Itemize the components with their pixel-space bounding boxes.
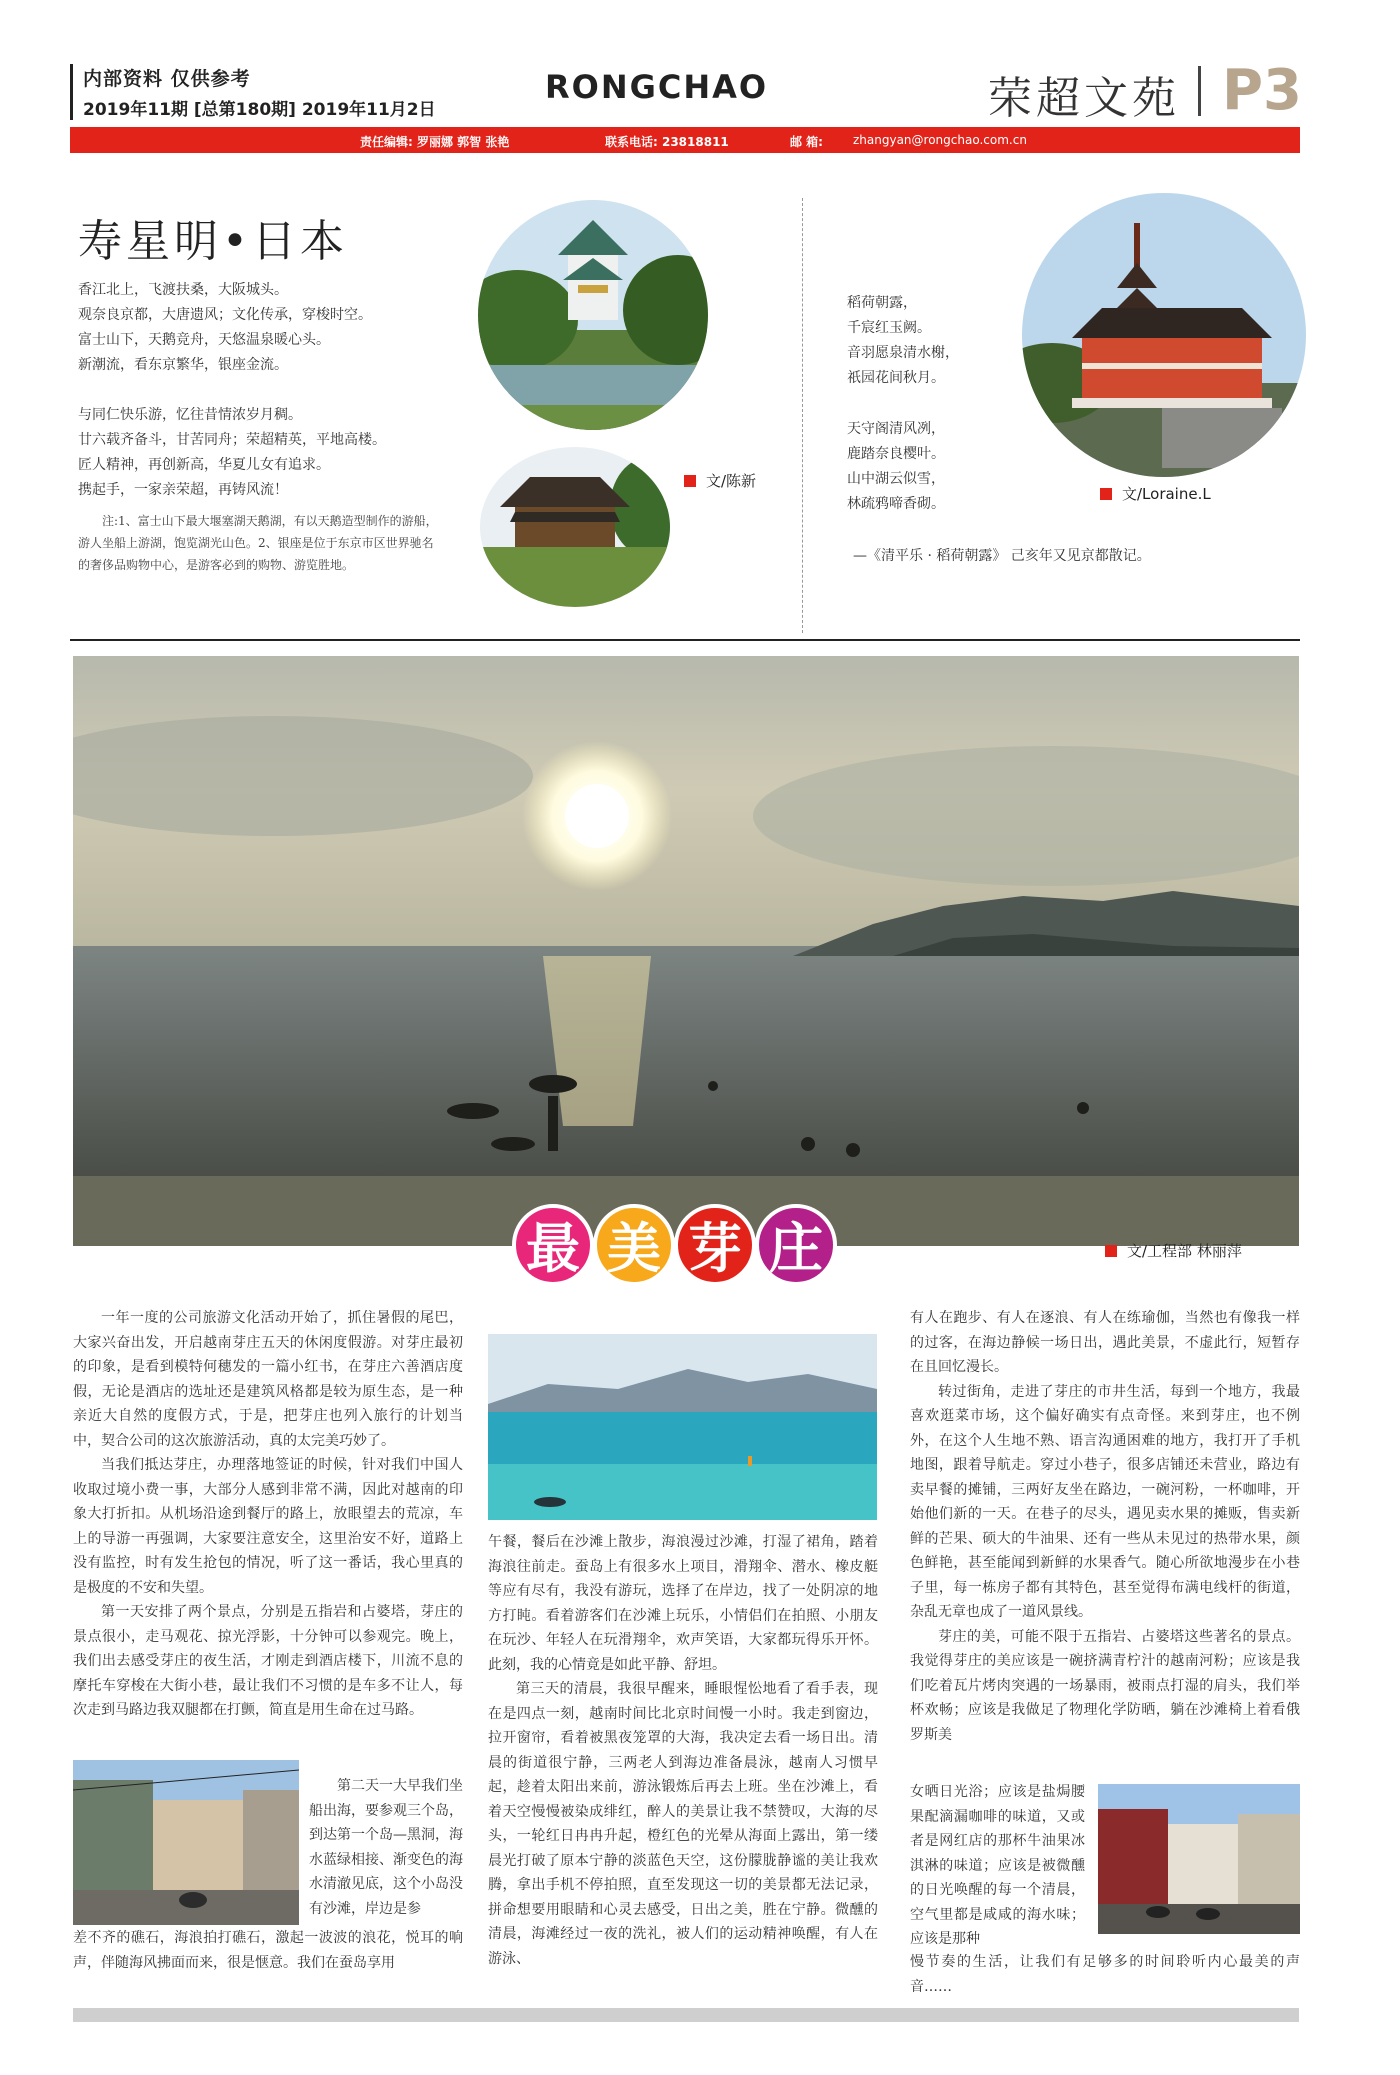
byline-article: 文/工程部 林丽萍 <box>1105 1240 1242 1261</box>
byline-chenxin: 文/陈新 <box>684 470 756 491</box>
article-column-3-tail <box>910 1950 1300 1999</box>
paragraph: 第三天的清晨，我很早醒来，睡眼惺忪地看了看手表，现在是四点一刻，越南时间比北京时间慢一小时。我走到窗边，拉开窗帘，看着被黑夜笼罩的大海，我决定去看一场日出。清晨的街道很宁静，三两老人到海边准备晨泳，越南人习惯早起，趁着太阳出来前，游泳锻炼后再去上班。坐在沙滩上，看着天空慢慢被染成绯红，醉人的美景让我不禁赞叹，大海的尽头，一轮红日冉冉升起，橙红色的光晕从海面上露出，第一缕晨光打破了原本宁静的淡蓝色天空，这份朦胧静谧的美让我欢腾，拿出手机不停拍照，直至发现这一切的美景都无法记录，拼命想要用眼睛和心灵去感受，日出之美，胜在宁静。微醺的清晨，海滩经过一夜的洗礼，被人们的运动精神唤醒，有人在游泳、 <box>488 1681 878 1967</box>
poem-line: 千宸红玉阙。 <box>847 320 931 336</box>
poem-right-stanza-2 <box>847 417 945 517</box>
street-photo-2 <box>1098 1784 1300 1934</box>
article-column-1 <box>73 1306 463 1723</box>
article-column-1-tail <box>73 1926 463 1975</box>
article-column-2 <box>488 1530 878 1971</box>
page-number: P3 <box>1222 58 1303 123</box>
street-photo-1 <box>73 1760 299 1925</box>
poem-divider <box>802 198 803 633</box>
poem-right-stanza-1 <box>847 291 959 391</box>
poem-line: 匠人精神，再创新高，华夏儿女有追求。 <box>78 457 330 473</box>
footer-bar <box>73 2008 1299 2022</box>
email-label: 邮 箱: <box>790 135 823 149</box>
article-column-1-wrap <box>309 1774 463 1921</box>
internal-notice: 内部资料 仅供参考 <box>83 68 251 90</box>
osaka-castle-photo <box>478 200 708 430</box>
poem-line: 鹿踏奈良樱叶。 <box>847 446 945 462</box>
phone: 联系电话: 23818811 <box>605 135 729 149</box>
poem-line: 新潮流，看东京繁华，银座金流。 <box>78 357 288 373</box>
poem-left-stanza-1 <box>78 278 372 378</box>
poem-line: 与同仁快乐游，忆往昔情浓岁月稠。 <box>78 407 302 423</box>
poem-line: 林疏鸦啼香砌。 <box>847 496 945 512</box>
editor-bar <box>70 127 1300 153</box>
paragraph: 当我们抵达芽庄，办理落地签证的时候，针对我们中国人收取过境小费一事，大部分人感到非常不满，因此对越南的印象大打折扣。从机场沿途到餐厅的路上，放眼望去的荒凉，车上的导游一再强调，大家要注意安全，这里治安不好，道路上没有监控，时有发生抢包的情况，听了这一番话，我心里真的是极度的不安和失望。 <box>73 1457 463 1596</box>
poem-line: 观奈良京都，大唐遗风；文化传承，穿梭时空。 <box>78 307 372 323</box>
poem-line: 稻荷朝露， <box>847 295 917 311</box>
title-char-3: 芽 <box>674 1204 756 1286</box>
paragraph: 第二天一大早我们坐船出海，要参观三个岛，到达第一个岛—黑洞，海水蓝绿相接、渐变色的海水清澈见底，这个小岛没有沙滩，岸边是参 <box>309 1778 463 1917</box>
paragraph: 午餐，餐后在沙滩上散步，海浪漫过沙滩，打湿了裙角，踏着海浪往前走。蚕岛上有很多水上项目，滑翔伞、潜水、橡皮艇等应有尽有，我没有游玩，选择了在岸边，找了一处阴凉的地方打盹。看着游客们在沙滩上玩乐，小情侣们在拍照、小朋友在玩沙、年轻人在玩滑翔伞，欢声笑语，大家都玩得乐开怀。此刻，我的心情竟是如此平静、舒坦。 <box>488 1534 878 1673</box>
paragraph: 芽庄的美，可能不限于五指岩、占婆塔这些著名的景点。我觉得芽庄的美应该是一碗挤满青柠汁的越南河粉；应该是我们吃着瓦片烤肉突遇的一场暴雨，被雨点打湿的肩头，我们举杯欢畅；应该是我做足了物理化学防晒，躺在沙滩椅上着看俄罗斯美 <box>910 1628 1300 1743</box>
section-rule <box>70 639 1300 641</box>
email: zhangyan@rongchao.com.cn <box>853 133 1027 147</box>
title-char-1: 最 <box>512 1204 594 1286</box>
title-char-2: 美 <box>593 1204 675 1286</box>
editors: 责任编辑: 罗丽娜 郭智 张艳 <box>360 135 510 149</box>
poem-note: 注:1、富士山下最大堰塞湖天鹅湖，有以天鹅造型制作的游船，游人坐船上游湖，饱览湖光山色。2、银座是位于东京市区世界驰名的奢侈品购物中心，是游客必到的购物、游览胜地。 <box>78 514 438 572</box>
poem-line: 携起手，一家亲荣超，再铸风流！ <box>78 482 288 498</box>
poem-left-stanza-2 <box>78 403 386 503</box>
poem-line: 音羽愿泉清水榭， <box>847 345 959 361</box>
paragraph: 第一天安排了两个景点，分别是五指岩和占婆塔，芽庄的景点很小，走马观花、掠光浮影，十分钟可以参观完。晚上，我们出去感受芽庄的夜生活，才刚走到酒店楼下，川流不息的摩托车穿梭在大街小巷，最让我们不习惯的是车多不让人，每次走到马路边我双腿都在打颤，简直是用生命在过马路。 <box>73 1604 463 1718</box>
poem-line: 香江北上，飞渡扶桑，大阪城头。 <box>78 282 288 298</box>
section-title: 荣超文苑 <box>988 73 1180 124</box>
poem-line: 廿六载齐备斗，甘苦同舟；荣超精英，平地高楼。 <box>78 432 386 448</box>
issue-info <box>70 64 436 120</box>
island-sea-photo <box>488 1334 877 1520</box>
sunset-beach-photo <box>73 656 1299 1246</box>
article-column-3-wrap <box>910 1780 1085 1952</box>
poem-line: 祇园花间秋月。 <box>847 370 945 386</box>
paragraph: 慢节奏的生活，让我们有足够多的时间聆听内心最美的声音…… <box>910 1954 1300 1995</box>
poem-line: 富士山下，天鹅竞舟，天悠温泉暖心头。 <box>78 332 330 348</box>
paragraph: 差不齐的礁石，海浪拍打礁石，激起一波波的浪花，悦耳的响声，伴随海风拂面而来，很是惬意。我们在蚕岛享用 <box>73 1930 463 1971</box>
paragraph: 转过街角，走进了芽庄的市井生活，每到一个地方，我最喜欢逛菜市场，这个偏好确实有点奇怪。来到芽庄，也不例外，在这个人生地不熟、语言沟通困难的地方，我打开了手机地图，跟着导航走。穿过小巷子，很多店铺还未营业，路边有卖早餐的摊铺，三两好友坐在路边，一碗河粉，一杯咖啡，开始他们新的一天。在巷子的尽头，遇见卖水果的摊贩，售卖新鲜的芒果、硕大的牛油果、还有一些从未见过的热带水果，颜色鲜艳，甚至能闻到新鲜的水果香气。随心所欲地漫步在小巷子里，每一栋房子都有其特色，甚至觉得布满电线杆的街道，杂乱无章也成了一道风景线。 <box>910 1383 1300 1620</box>
article-column-3 <box>910 1306 1300 1747</box>
section-divider <box>1198 66 1201 116</box>
masthead-logo: RONGCHAO <box>545 68 769 106</box>
title-char-4: 庄 <box>755 1204 837 1286</box>
kyoto-pagoda-photo <box>1022 193 1306 477</box>
poem-title: 寿星明•日本 <box>78 216 348 267</box>
paragraph: 一年一度的公司旅游文化活动开始了，抓住暑假的尾巴，大家兴奋出发，开启越南芽庄五天的休闲度假游。对芽庄最初的印象，是看到模特何穗发的一篇小红书，在芽庄六善酒店度假，无论是酒店的选址还是建筑风格都是较为原生态，是一种亲近大自然的度假方式，于是，把芽庄也列入旅行的计划当中，契合公司的这次旅游活动，真的太完美巧妙了。 <box>73 1310 463 1449</box>
paragraph: 有人在跑步、有人在逐浪、有人在练瑜伽，当然也有像我一样的过客，在海边静候一场日出，遇此美景，不虚此行，短暂存在且回忆漫长。 <box>910 1310 1300 1375</box>
issue-date: 2019年11期 [总第180期] 2019年11月2日 <box>83 100 436 120</box>
byline-loraine: 文/Loraine.L <box>1100 483 1211 504</box>
nara-temple-photo <box>480 447 670 607</box>
poem-line: 山中湖云似雪， <box>847 471 945 487</box>
paragraph: 女晒日光浴；应该是盐焗腰果配滴漏咖啡的味道，又或者是网红店的那杯牛油果冰淇淋的味道；应该是被微醺的日光唤醒的每一个清晨，空气里都是咸咸的海水味；应该是那种 <box>910 1784 1085 1947</box>
poem-right-caption: —《清平乐 · 稻荷朝露》 己亥年又见京都散记。 <box>853 548 1151 564</box>
poem-line: 天守阁清风冽， <box>847 421 945 437</box>
